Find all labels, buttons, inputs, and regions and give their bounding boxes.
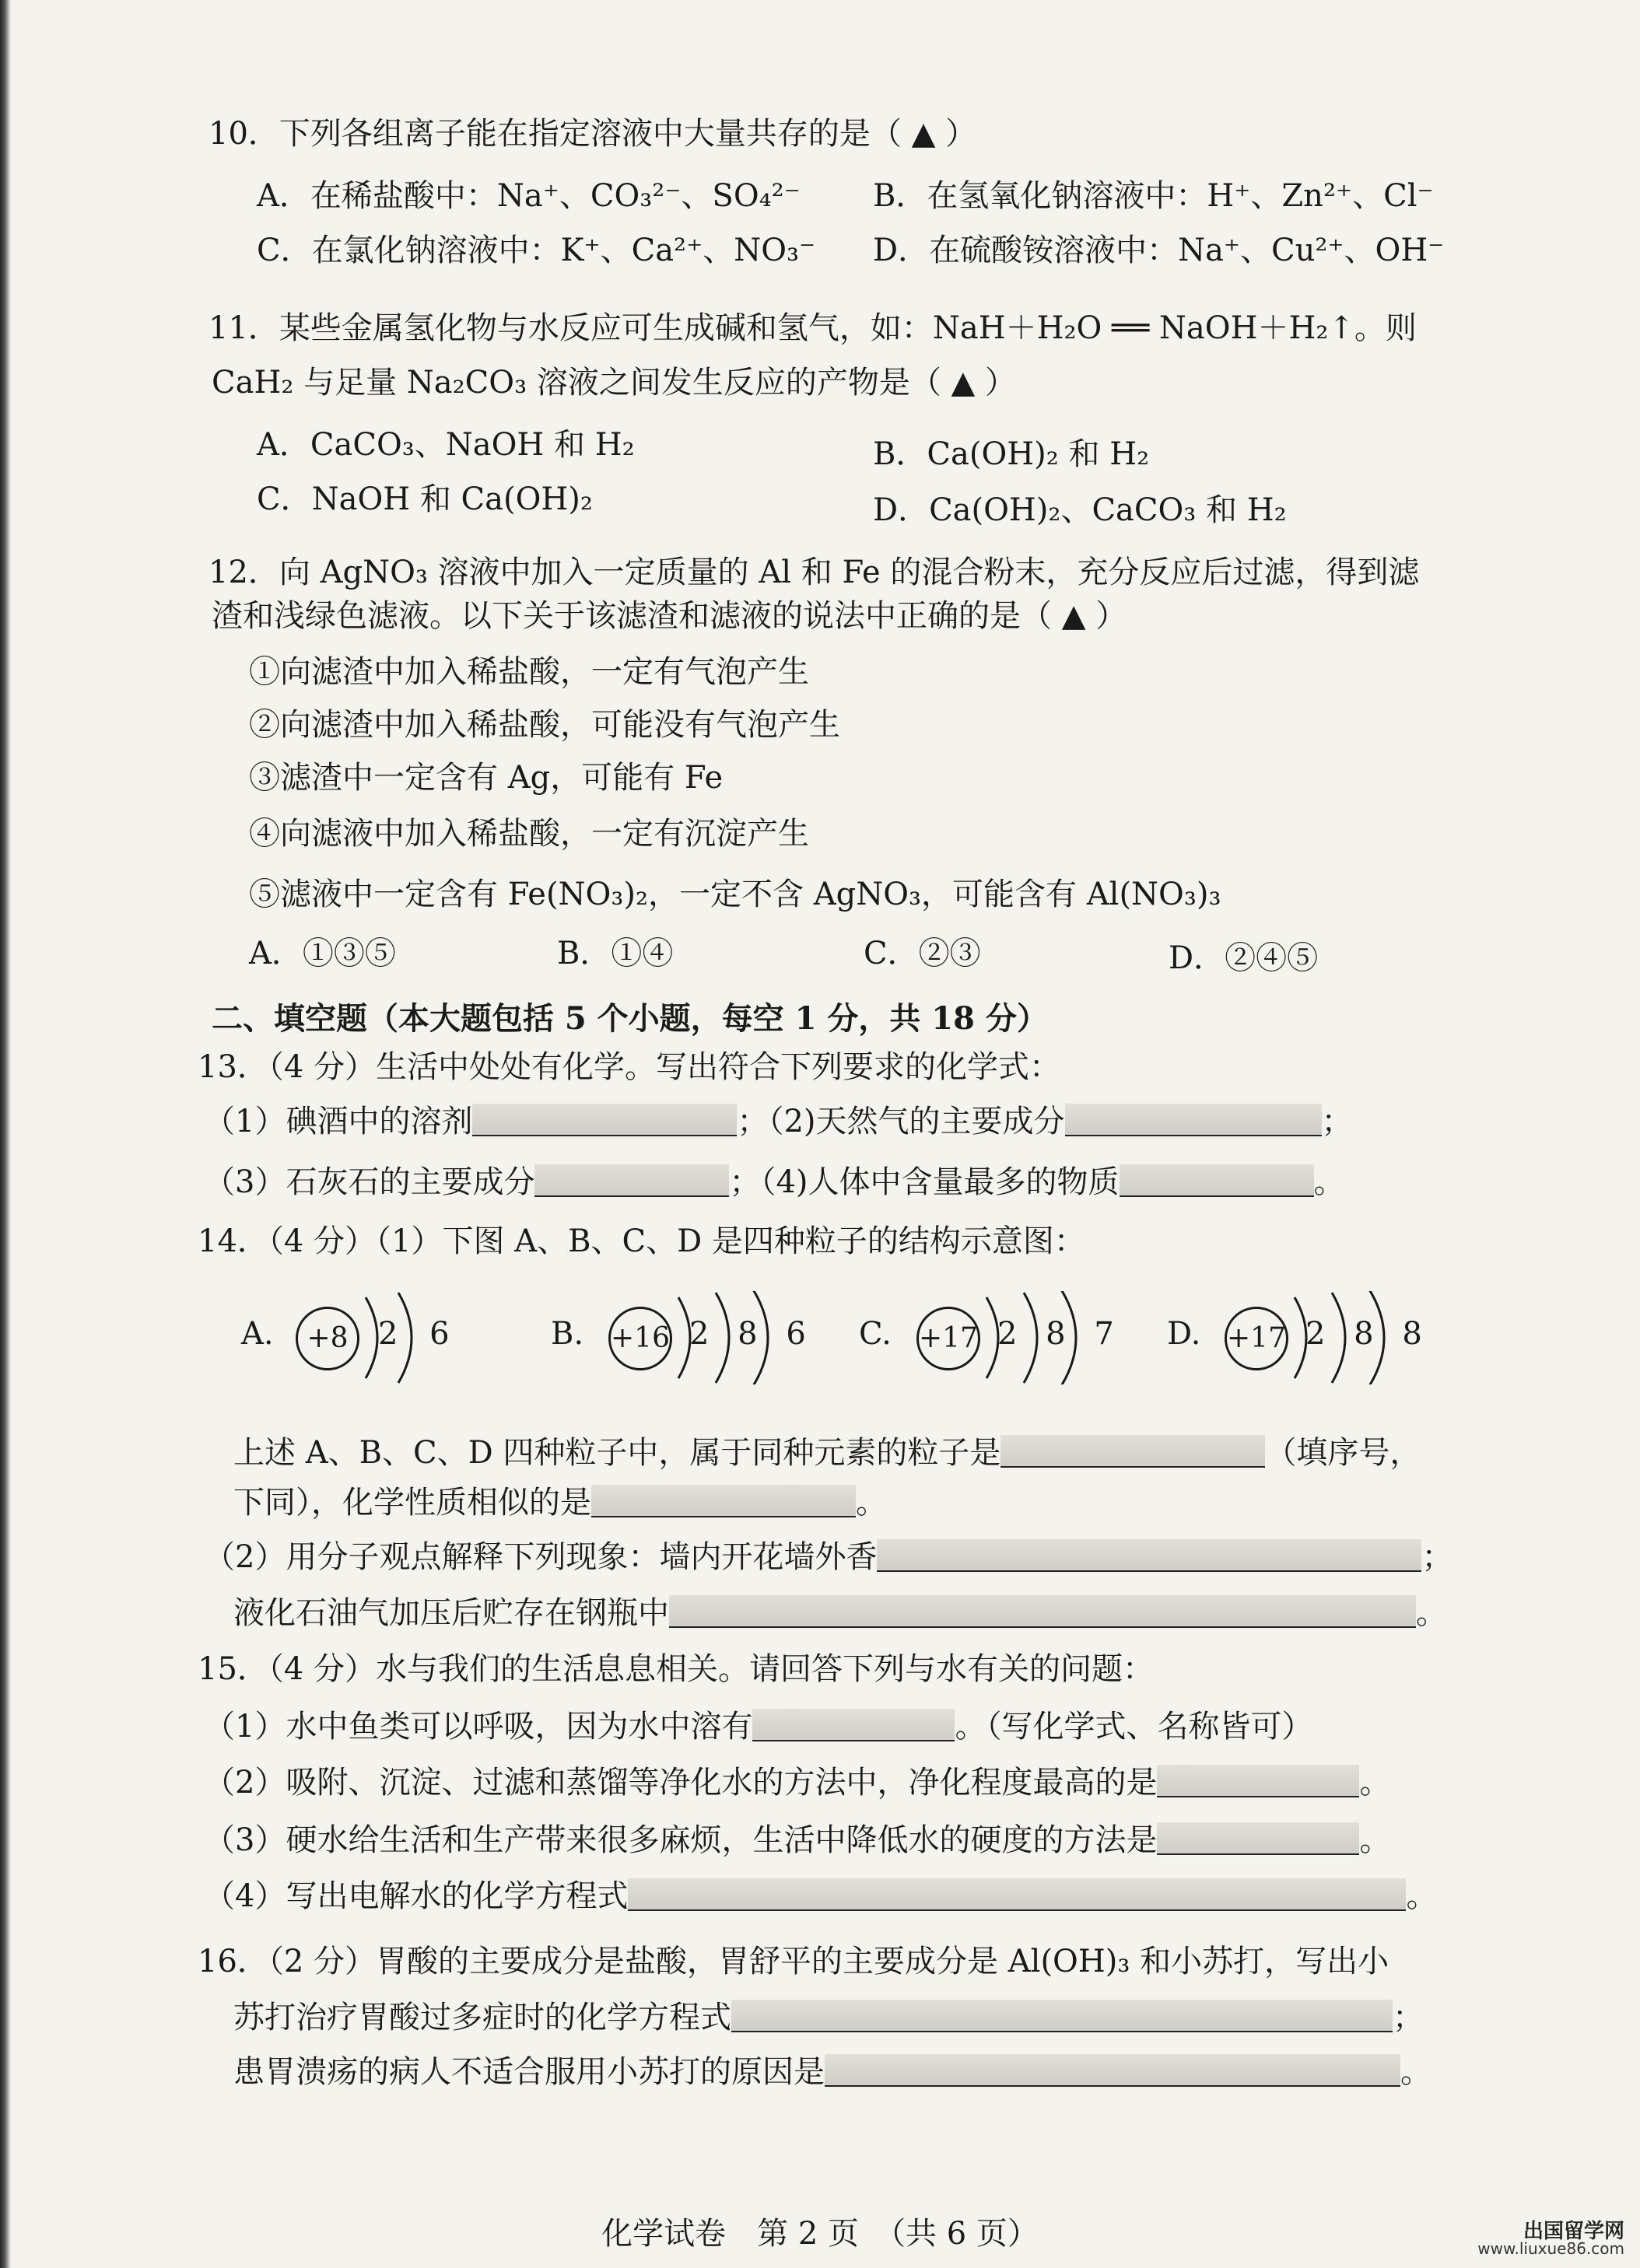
q13-part-4-label: ；（4)人体中含量最多的物质 [729, 1164, 1120, 1200]
q14-line-4 [233, 1593, 1447, 1633]
q15-blank-4[interactable] [628, 1878, 1406, 1911]
q15-part-1 [204, 1706, 1312, 1747]
q11-option-b: B．Ca(OH)₂ 和 H₂ [873, 436, 1150, 472]
q11-option-a: A．CaCO₃、NaOH 和 H₂ [257, 427, 635, 463]
q13-blank-3[interactable] [534, 1164, 729, 1197]
atom-diagram-a [241, 1291, 475, 1384]
atom-a-label: A. [241, 1316, 274, 1352]
q13-blank-2[interactable] [1065, 1104, 1322, 1136]
scan-edge [0, 0, 11, 2268]
q12-stem-2: 渣和浅绿色滤液。以下关于该滤渣和滤液的说法中正确的是（ ▲ ） [212, 598, 1127, 634]
q16-period: 。 [1400, 2054, 1431, 2090]
q14-same-element-label: 上述 A、B、C、D 四种粒子中，属于同种元素的粒子是 [233, 1435, 1001, 1471]
q16-line-2 [233, 1997, 1424, 2038]
q15-part-1-hint: 。（写化学式、名称皆可） [955, 1709, 1313, 1745]
atom-d-label: D. [1167, 1316, 1201, 1352]
q15-part-4 [204, 1876, 1437, 1916]
q12-stem-1: 12．向 AgNO₃ 溶液中加入一定质量的 Al 和 Fe 的混合粉末，充分反应后过滤，得到滤 [209, 555, 1420, 590]
q16-blank-1[interactable] [731, 2000, 1393, 2032]
watermark-brand: 出国留学网 [1523, 2220, 1624, 2243]
q16-reason-label: 患胃溃疡的病人不适合服用小苏打的原因是 [233, 2054, 825, 2090]
q12-statement-1: ①向滤渣中加入稀盐酸，一定有气泡产生 [249, 654, 809, 690]
atom-c-shells: 2 8 7 [997, 1316, 1123, 1352]
q13-part-1-label: （1）碘酒中的溶剂 [204, 1104, 473, 1139]
q15-part-4-label: （4）写出电解水的化学方程式 [204, 1878, 629, 1914]
page-footer: 化学试卷 第 2 页 （共 6 页） [601, 2216, 1039, 2252]
q11-stem-2: CaH₂ 与足量 Na₂CO₃ 溶液之间发生反应的产物是（ ▲ ） [212, 365, 1017, 401]
q12-option-b: B．①④ [557, 936, 674, 971]
q15-period-2: 。 [1359, 1765, 1391, 1801]
q16-line-1: 16．（2 分）胃酸的主要成分是盐酸，胃舒平的主要成分是 Al(OH)₃ 和小苏打，写出小 [198, 1944, 1389, 1979]
q14-period: 。 [856, 1485, 887, 1521]
q14-line-3 [204, 1537, 1453, 1577]
atom-d-nucleus: +17 [1225, 1307, 1288, 1370]
q13-stem: 13．（4 分）生活中处处有化学。写出符合下列要求的化学式： [198, 1049, 1061, 1085]
atom-diagram-c [859, 1291, 1123, 1384]
q12-option-a: A．①③⑤ [249, 936, 396, 971]
site-watermark [1477, 2220, 1624, 2258]
atom-b-label: B. [551, 1316, 584, 1352]
q15-period-3: 。 [1359, 1822, 1391, 1858]
q13-part-3-label: （3）石灰石的主要成分 [204, 1164, 535, 1200]
q13-part-1-2 [204, 1101, 1353, 1142]
atom-a-nucleus: +8 [296, 1307, 359, 1370]
q13-semicolon: ； [1321, 1104, 1353, 1139]
atom-a-shells: 2 6 [378, 1316, 461, 1352]
q12-option-d: D．②④⑤ [1169, 940, 1319, 976]
q12-statement-5: ⑤滤液中一定含有 Fe(NO₃)₂，一定不含 AgNO₃，可能含有 Al(NO₃)₃ [249, 877, 1221, 912]
q14-blank-2[interactable] [591, 1485, 856, 1517]
q12-statement-4: ④向滤液中加入稀盐酸，一定有沉淀产生 [249, 816, 809, 852]
q10-option-d: D．在硫酸铵溶液中：Na⁺、Cu²⁺、OH⁻ [873, 233, 1445, 268]
section-2-heading: 二、填空题（本大题包括 5 个小题，每空 1 分，共 18 分） [212, 1000, 1048, 1037]
watermark-url: www.liuxue86.com [1477, 2239, 1624, 2258]
q15-part-1-label: （1）水中鱼类可以呼吸，因为水中溶有 [204, 1709, 753, 1745]
q15-part-2 [204, 1762, 1390, 1803]
q14-semicolon: ； [1421, 1539, 1453, 1575]
q13-blank-4[interactable] [1120, 1164, 1314, 1197]
atom-b-shells: 2 8 6 [689, 1316, 815, 1352]
q16-line-3 [233, 2052, 1431, 2092]
atom-diagram-d [1167, 1291, 1431, 1384]
q16-blank-2[interactable] [825, 2054, 1400, 2087]
q12-statement-2: ②向滤渣中加入稀盐酸，可能没有气泡产生 [249, 707, 840, 743]
q14-line-1 [233, 1433, 1421, 1473]
atom-d-shells: 2 8 8 [1305, 1316, 1431, 1352]
q11-option-d: D．Ca(OH)₂、CaCO₃ 和 H₂ [873, 492, 1287, 528]
q15-period-4: 。 [1406, 1878, 1438, 1914]
atom-c-label: C. [859, 1316, 892, 1352]
q13-blank-1[interactable] [472, 1104, 737, 1136]
q14-blank-3[interactable] [877, 1539, 1421, 1572]
q11-stem-1: 11．某些金属氢化物与水反应可生成碱和氢气，如：NaH＋H₂O ══ NaOH＋H₂↑。则 [209, 310, 1417, 346]
q15-part-3 [204, 1820, 1390, 1860]
q10-option-a: A．在稀盐酸中：Na⁺、CO₃²⁻、SO₄²⁻ [257, 178, 801, 214]
q15-part-3-label: （3）硬水给生活和生产带来很多麻烦，生活中降低水的硬度的方法是 [204, 1822, 1158, 1858]
q14-lpg-label: 液化石油气加压后贮存在钢瓶中 [233, 1595, 669, 1631]
q14-line-2 [233, 1482, 887, 1523]
q14-blank-4[interactable] [669, 1595, 1416, 1628]
atom-diagram-b [551, 1291, 815, 1384]
q11-option-c: C．NaOH 和 Ca(OH)₂ [257, 481, 593, 517]
q15-blank-1[interactable] [752, 1709, 955, 1741]
q14-blank-1[interactable] [1000, 1435, 1265, 1468]
q14-period-2: 。 [1416, 1595, 1447, 1631]
q10-option-b: B．在氢氧化钠溶液中：H⁺、Zn²⁺、Cl⁻ [873, 178, 1434, 214]
q13-part-2-label: ；（2)天然气的主要成分 [737, 1104, 1065, 1139]
q14-similar-label: 下同），化学性质相似的是 [233, 1485, 591, 1521]
q14-fill-hint: （填序号， [1265, 1435, 1421, 1471]
atom-b-nucleus: +16 [608, 1307, 672, 1370]
q12-option-c: C．②③ [864, 936, 981, 971]
q12-statement-3: ③滤渣中一定含有 Ag，可能有 Fe [249, 760, 724, 796]
q15-blank-3[interactable] [1157, 1822, 1359, 1855]
q15-blank-2[interactable] [1157, 1765, 1359, 1797]
q14-stem: 14．（4 分）（1）下图 A、B、C、D 是四种粒子的结构示意图： [198, 1223, 1085, 1259]
q16-equation-label: 苏打治疗胃酸过多症时的化学方程式 [233, 2000, 731, 2035]
q15-part-2-label: （2）吸附、沉淀、过滤和蒸馏等净化水的方法中，净化程度最高的是 [204, 1765, 1158, 1801]
atom-c-nucleus: +17 [916, 1307, 980, 1370]
q10-option-c: C．在氯化钠溶液中：K⁺、Ca²⁺、NO₃⁻ [257, 233, 816, 268]
q16-semicolon: ； [1393, 2000, 1424, 2035]
q13-part-3-4 [204, 1162, 1345, 1202]
q13-period: 。 [1313, 1164, 1345, 1200]
q15-stem: 15．（4 分）水与我们的生活息息相关。请回答下列与水有关的问题： [198, 1651, 1155, 1687]
q10-stem: 10．下列各组离子能在指定溶液中大量共存的是（ ▲ ） [209, 116, 977, 152]
q14-part-2-label: （2）用分子观点解释下列现象：墙内开花墙外香 [204, 1539, 878, 1575]
